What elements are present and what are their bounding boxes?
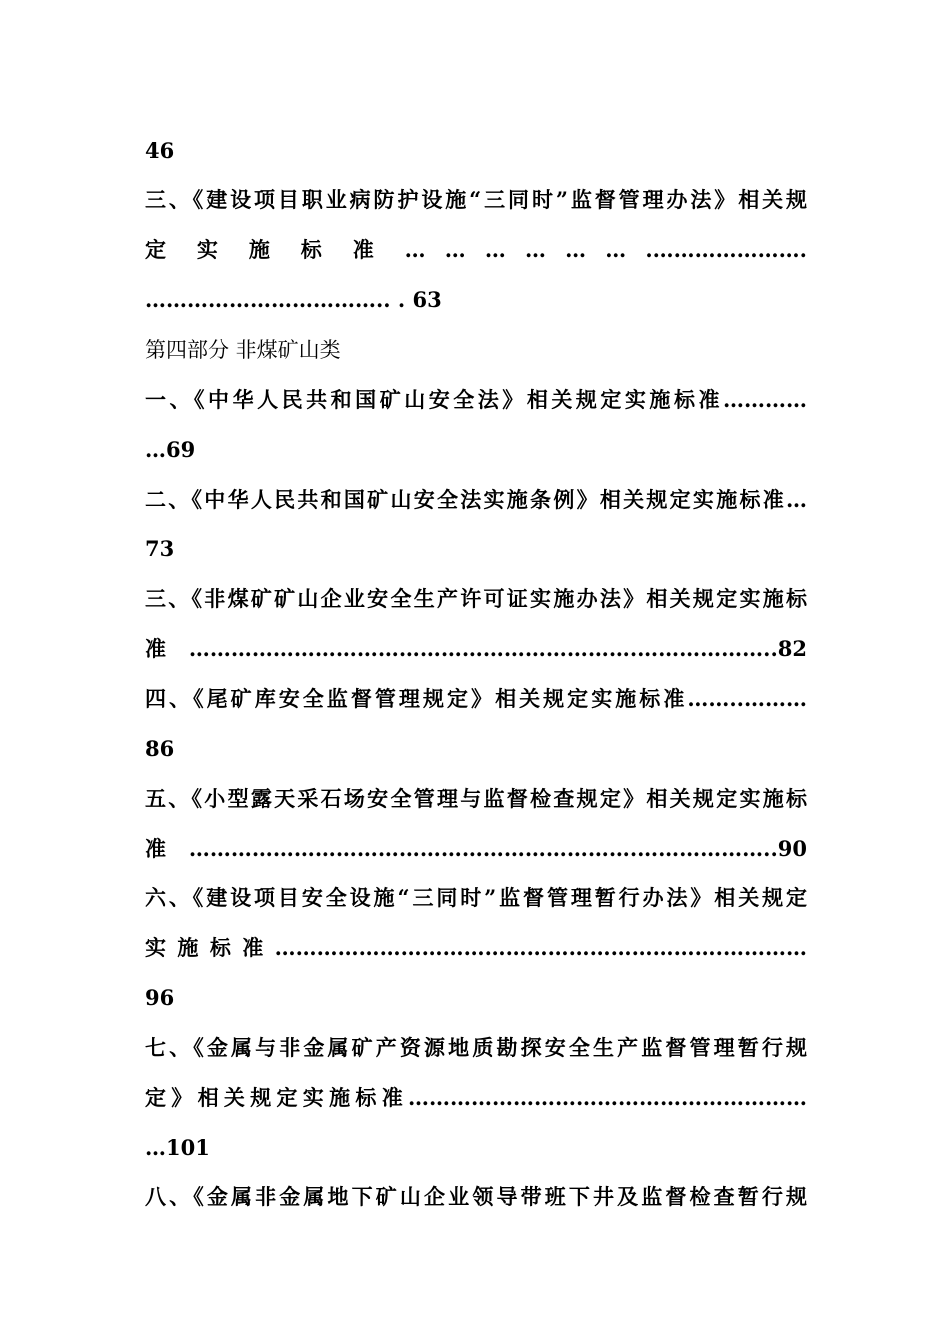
section-heading: 第四部分 非煤矿山类 (145, 338, 341, 362)
toc-entry-title: 六、《建设项目安全设施“三同时”监督管理暂行办法》相关规定 (145, 885, 807, 910)
toc-entry-title: 一、《中华人民共和国矿山安全法》相关规定实施标准………… (145, 387, 807, 412)
toc-page-number: 73 (145, 536, 175, 561)
toc-entry-title: 二、《中华人民共和国矿山安全法实施条例》相关规定实施标准… (145, 487, 807, 512)
toc-entry-title: 四、《尾矿库安全监督管理规定》相关规定实施标准……..……… (145, 686, 807, 711)
toc-page-number: 86 (145, 736, 175, 761)
toc-page-number: 96 (145, 985, 175, 1010)
toc-page-number: 46 (145, 138, 175, 163)
toc-entry-title: 八、《金属非金属地下矿山企业领导带班下井及监督检查暂行规 (145, 1184, 807, 1209)
toc-entry-leader: 准……………………………………………………….………………..82 (145, 636, 807, 661)
toc-page-number: …69 (145, 437, 196, 462)
toc-entry-title: 三、《建设项目职业病防护设施“三同时”监督管理办法》相关规 (145, 187, 807, 212)
toc-entry-leader: 实施标准……………………………………………………….………… (145, 935, 807, 960)
toc-entry-leader: 定 实 施 标 准 … … … … … … .…………………. (145, 237, 807, 262)
toc-entry-leader: 定》相关规定实施标准………………………………………………… (145, 1085, 807, 1110)
toc-entry-title: 三、《非煤矿矿山企业安全生产许可证实施办法》相关规定实施标 (145, 586, 807, 611)
toc-entry-leader: 准……………………………………………………….………………..90 (145, 836, 807, 861)
toc-entry-leader: …………………………….. . 63 (145, 287, 442, 312)
toc-page-number: …101 (145, 1135, 210, 1160)
toc-entry-title: 五、《小型露天采石场安全管理与监督检查规定》相关规定实施标 (145, 786, 807, 811)
toc-entry-title: 七、《金属与非金属矿产资源地质勘探安全生产监督管理暂行规 (145, 1035, 807, 1060)
